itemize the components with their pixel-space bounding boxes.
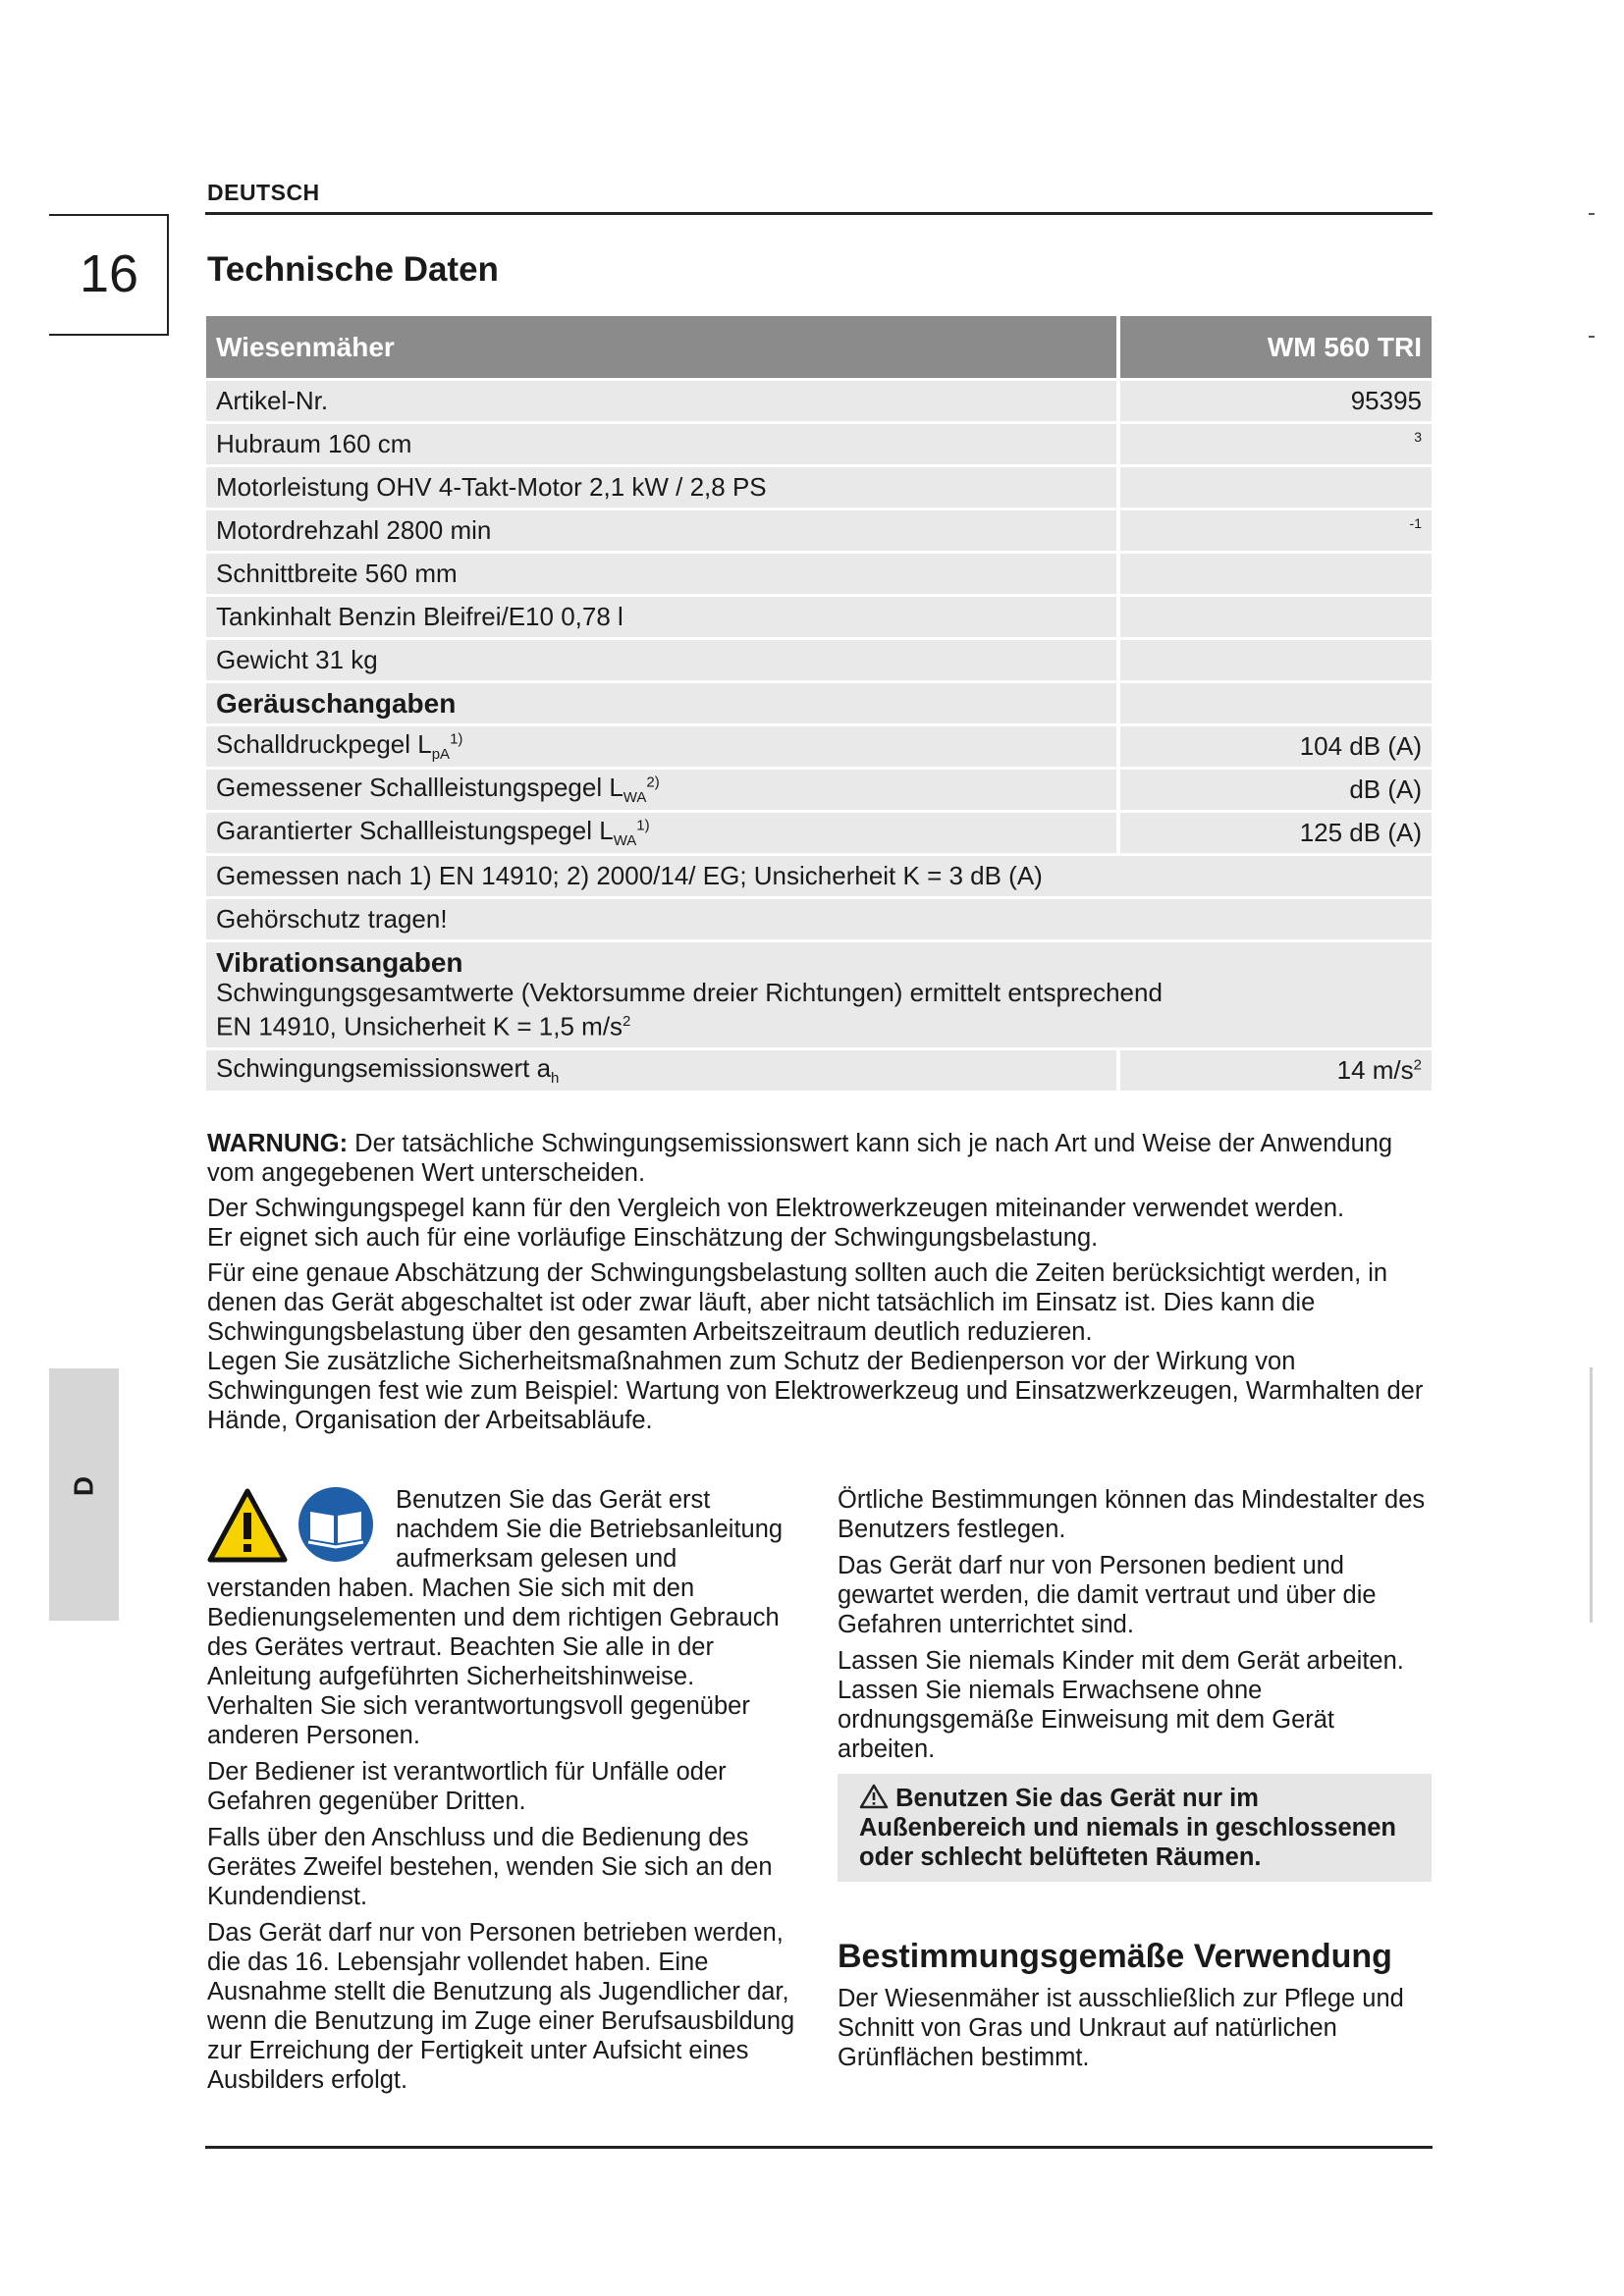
right-paragraph: Das Gerät darf nur von Personen bedient und gewartet werden, die damit vertraut und über die Gefahren unterrichtet sind.: [838, 1552, 1377, 1638]
row-value: [1116, 683, 1432, 726]
right-column: [838, 1485, 1432, 2079]
row-value-text: 14 m/s: [1336, 1054, 1414, 1085]
row-label: Gewicht 31 kg: [206, 640, 1116, 683]
warning-paragraph: [207, 1129, 1435, 1188]
header-label: Wiesenmäher: [206, 316, 1116, 381]
table-row: [206, 813, 1432, 856]
row-value: [1116, 640, 1432, 683]
row-label-sup: 1): [450, 730, 463, 748]
row-label-sub: pA: [431, 746, 451, 764]
row-label: [206, 726, 1116, 770]
row-label-sup: 2): [646, 774, 660, 791]
left-paragraph: Falls über den Anschluss und die Bedienung des Gerätes Zweifel bestehen, wenden Sie sich an den Kundendienst.: [207, 1824, 773, 1910]
warning-block: [207, 1129, 1435, 1441]
right-paragraph: Örtliche Bestimmungen können das Mindestalter des Benutzers festlegen.: [838, 1486, 1426, 1543]
spec-table: [206, 316, 1432, 1094]
row-label-sub: WA: [613, 832, 637, 850]
vibration-cell: [206, 942, 1432, 1050]
group-label: Geräuschangaben: [206, 683, 1116, 726]
table-row: [206, 770, 1432, 813]
row-value: [1116, 510, 1432, 554]
table-group-row: [206, 683, 1432, 726]
row-label: Gehörschutz tragen!: [206, 899, 1432, 942]
header-model: WM 560 TRI: [1116, 316, 1432, 381]
row-label-text: Schalldruckpegel L: [216, 729, 432, 760]
row-label: Gemessen nach 1) EN 14910; 2) 2000/14/ EG; Unsicherheit K = 3 dB (A): [206, 856, 1432, 899]
row-value: [1116, 554, 1432, 597]
row-label: [206, 770, 1116, 813]
top-rule: [205, 212, 1433, 215]
left-paragraph: Der Bediener ist verantwortlich für Unfälle oder Gefahren gegenüber Dritten.: [207, 1758, 727, 1815]
table-row: [206, 510, 1432, 554]
left-column: [207, 1485, 806, 2102]
edge-mark: [1589, 336, 1595, 338]
warning-text: Der tatsächliche Schwingungsemissionswert kann sich je nach Art und Weise der Anwendung vom angegebenen Wert unterscheiden.: [207, 1130, 1393, 1187]
section-title: Technische Daten: [207, 250, 499, 289]
table-header-row: [206, 316, 1432, 381]
warning-paragraph: Der Schwingungspegel kann für den Vergleich von Elektrowerkzeugen miteinander verwendet werden.: [207, 1195, 1345, 1222]
table-row: [206, 640, 1432, 683]
row-label: [206, 813, 1116, 856]
row-label: Tankinhalt Benzin Bleifrei/E10 0,78 l: [206, 597, 1116, 640]
row-label-text: Schwingungsemissionswert a: [216, 1053, 552, 1084]
read-manual-icon: [298, 1487, 373, 1562]
row-value: [1116, 424, 1432, 467]
left-paragraph: Benutzen Sie das Gerät erst nachdem Sie die Betriebsanleitung aufmerksam gelesen und verstanden haben. Machen Sie sich mit den Bedienungselementen und dem richtigen Gebrauch des Gerätes vertraut. Beachten Sie alle in der Anleitung aufgeführten Sicherheitshinweise. Verhalten Sie sich verantwortungsvoll gegenüber anderen Personen.: [207, 1486, 784, 1749]
right-paragraph: Lassen Sie niemals Kinder mit dem Gerät arbeiten. Lassen Sie niemals Erwachsene ohne ordnungsgemäße Einweisung mit dem Gerät arbeiten.: [838, 1647, 1404, 1763]
warning-label: WARNUNG:: [207, 1130, 349, 1157]
usage-heading: Bestimmungsgemäße Verwendung: [838, 1938, 1392, 1975]
table-row: [206, 899, 1432, 942]
safety-icons: [207, 1485, 382, 1566]
side-tab: [49, 1368, 119, 1621]
warning-paragraph: Für eine genaue Abschätzung der Schwingungsbelastung sollten auch die Zeiten berücksichtigt werden, in denen das Gerät abgeschaltet ist oder zwar läuft, aber nicht tatsächlich im Einsatz ist. Dies kann die Schwingungsbelastung über den gesamten Arbeitszeitraum deutlich reduzieren.: [207, 1259, 1388, 1346]
right-paragraph: Der Wiesenmäher ist ausschließlich zur Pflege und Schnitt von Gras und Unkraut auf natürlichen Grünflächen bestimmt.: [838, 1985, 1404, 2071]
row-label: [206, 1050, 1116, 1094]
row-label: Motordrehzahl 2800 min: [206, 510, 1116, 554]
table-row: [206, 424, 1432, 467]
warning-paragraph: Er eignet sich auch für eine vorläufige Einschätzung der Schwingungsbelastung.: [207, 1224, 1099, 1252]
row-value: 125 dB (A): [1116, 813, 1432, 856]
row-value-sup: 2: [1413, 1056, 1422, 1073]
table-row: [206, 467, 1432, 510]
vibration-line2: [216, 1007, 1422, 1041]
row-label: Artikel-Nr.: [206, 381, 1116, 424]
table-row: [206, 597, 1432, 640]
row-value: [1116, 597, 1432, 640]
row-label: Motorleistung OHV 4-Takt-Motor 2,1 kW / 2,8 PS: [206, 467, 1116, 510]
table-row: [206, 726, 1432, 770]
margin-bar: [1590, 1367, 1593, 1623]
table-row: [206, 856, 1432, 899]
table-row: [206, 554, 1432, 597]
warning-paragraph: Legen Sie zusätzliche Sicherheitsmaßnahmen zum Schutz der Bedienperson vor der Wirkung von Schwingungen fest wie zum Beispiel: Wartung von Elektrowerkzeug und Einsatzwerkzeugen, Warmhalten der Hände, Organisation der Arbeitsabläufe.: [207, 1348, 1424, 1434]
row-label-sub: WA: [623, 789, 647, 807]
vibration-row: [206, 942, 1432, 1050]
row-label: Hubraum 160 cm: [206, 424, 1116, 467]
row-value: 104 dB (A): [1116, 726, 1432, 770]
row-value-sup: -1: [1409, 515, 1422, 531]
caution-text: Benutzen Sie das Gerät nur im Außenbereich und niemals in geschlossenen oder schlecht belüfteten Räumen.: [859, 1785, 1396, 1871]
row-label-sub: h: [551, 1070, 560, 1088]
vibration-line2-text: EN 14910, Unsicherheit K = 1,5 m/s: [216, 1011, 623, 1041]
language-label: DEUTSCH: [207, 180, 320, 205]
row-value-sup: 3: [1414, 429, 1422, 445]
row-value: 95395: [1116, 381, 1432, 424]
side-tab-label: D: [68, 1475, 99, 1497]
caution-triangle-icon: [859, 1784, 889, 1809]
bottom-rule: [205, 2146, 1433, 2149]
row-value: [1116, 467, 1432, 510]
row-label-text: Gemessener Schallleistungspegel L: [216, 773, 623, 803]
row-label-sup: 1): [636, 817, 650, 834]
table-row: [206, 1050, 1432, 1094]
row-label-text: Garantierter Schallleistungspegel L: [216, 816, 614, 846]
row-label: Schnittbreite 560 mm: [206, 554, 1116, 597]
vibration-line2-sup: 2: [623, 1013, 631, 1030]
row-value: [1116, 1050, 1432, 1094]
caution-box: [838, 1774, 1432, 1882]
vibration-title: Vibrationsangaben: [216, 947, 463, 978]
edge-mark: [1589, 213, 1595, 215]
warning-triangle-icon: [210, 1491, 285, 1560]
left-paragraph: Das Gerät darf nur von Personen betrieben werden, die das 16. Lebensjahr vollendet haben. Eine Ausnahme stellt die Benutzung als Jugendlicher dar, wenn die Benutzung im Zuge einer Berufsausbildung zur Erreichung der Fertigkeit unter Aufsicht eines Ausbilders erfolgt.: [207, 1919, 795, 2094]
table-row: [206, 381, 1432, 424]
row-value: dB (A): [1116, 770, 1432, 813]
vibration-line1: Schwingungsgesamtwerte (Vektorsumme dreier Richtungen) ermittelt entsprechend: [216, 978, 1163, 1007]
page-number: 16: [79, 244, 139, 303]
